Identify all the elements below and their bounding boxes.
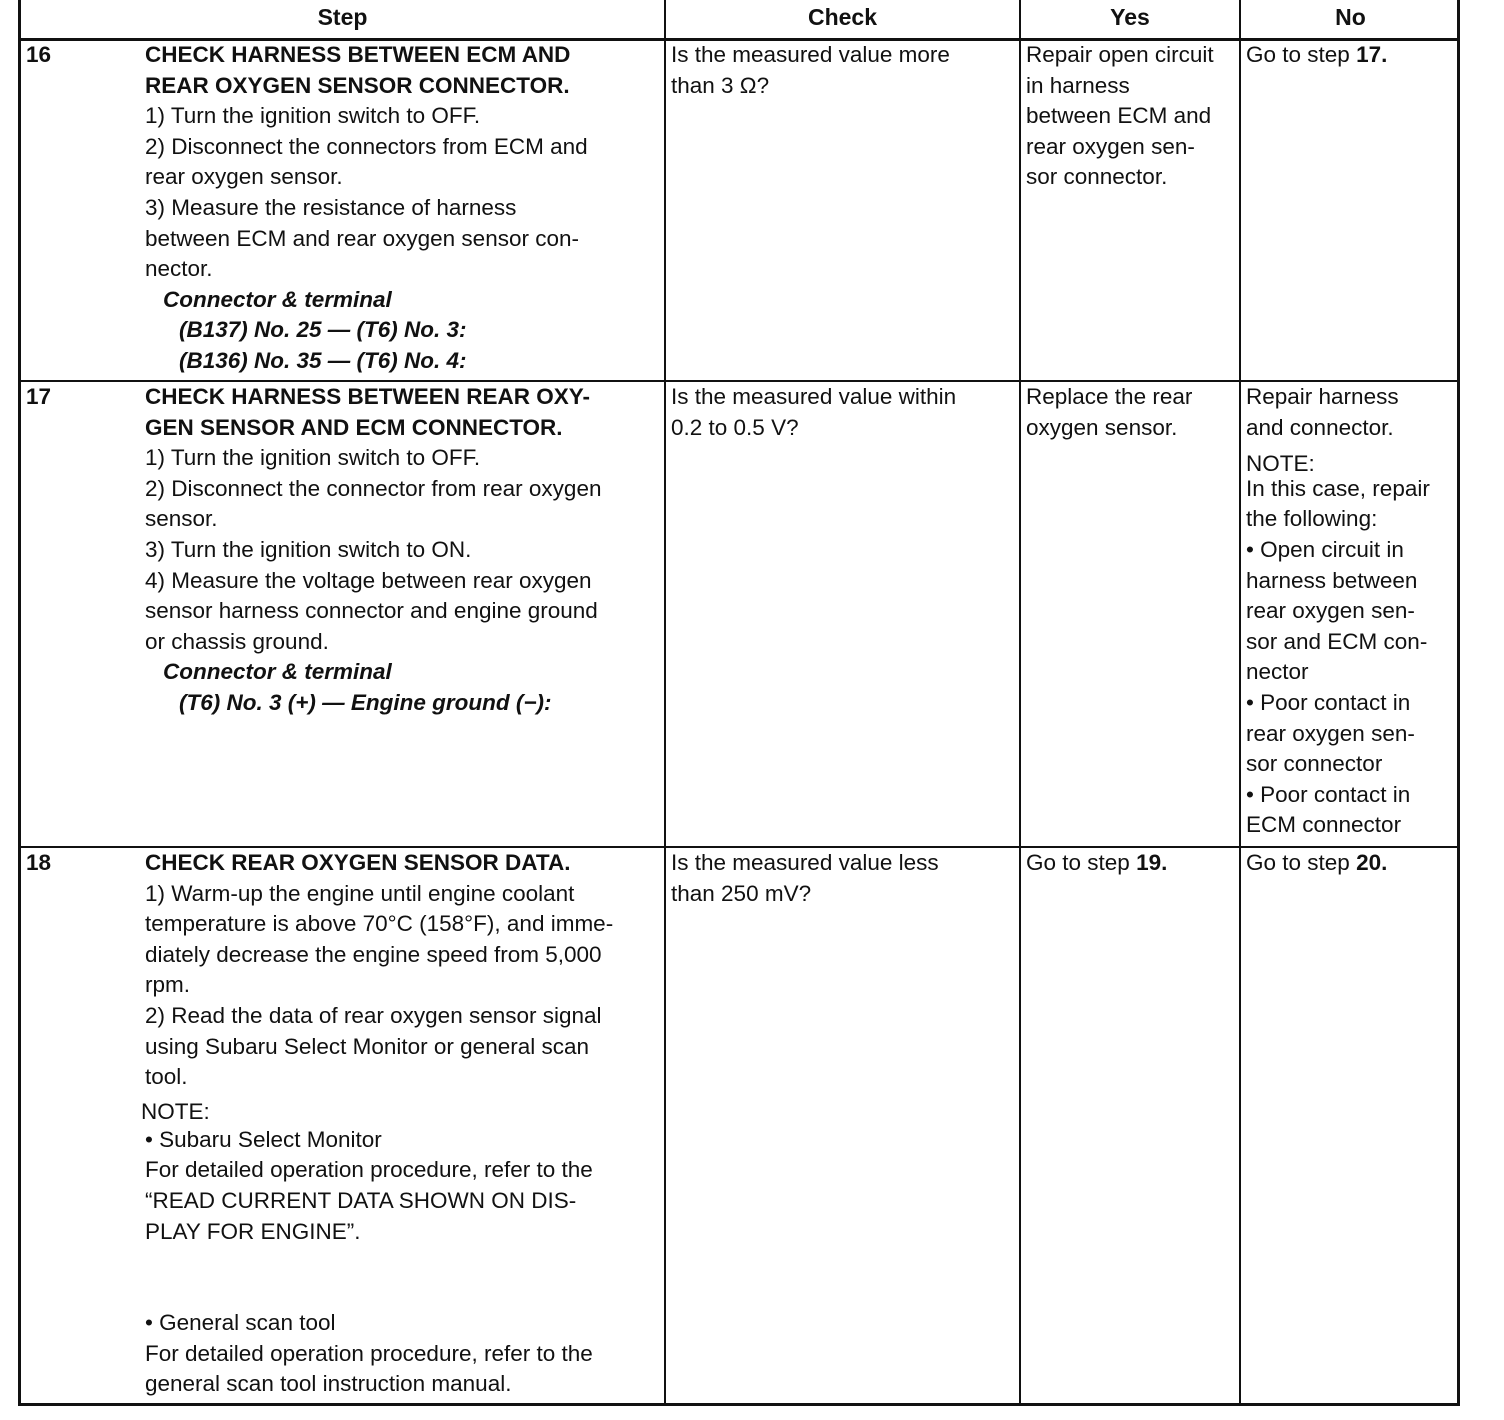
step-instruction: 4) Measure the voltage between rear oxygen bbox=[145, 567, 592, 593]
column-divider bbox=[664, 0, 666, 1403]
step-title: GEN SENSOR AND ECM CONNECTOR. bbox=[145, 414, 563, 440]
no-action bbox=[1246, 382, 1430, 841]
step-number: 17 bbox=[26, 384, 52, 409]
step-instruction: tool. bbox=[145, 1064, 188, 1090]
column-divider bbox=[1239, 0, 1241, 1403]
yes-text: Replace the rear bbox=[1026, 384, 1193, 409]
note-text: “READ CURRENT DATA SHOWN ON DIS- bbox=[145, 1187, 577, 1213]
no-text: Repair harness bbox=[1246, 384, 1399, 409]
step-instruction: 2) Disconnect the connector from rear oxygen bbox=[145, 475, 602, 501]
note-label: NOTE: bbox=[141, 1098, 210, 1124]
check-question bbox=[671, 40, 950, 101]
connector-terminal-value: (B136) No. 35 — (T6) No. 4: bbox=[179, 347, 467, 373]
note-text: For detailed operation procedure, refer to the bbox=[145, 1157, 593, 1183]
no-action bbox=[1246, 848, 1387, 879]
connector-terminal-value: (B137) No. 25 — (T6) No. 3: bbox=[179, 317, 467, 343]
step-instruction: 3) Turn the ignition switch to ON. bbox=[145, 536, 472, 562]
note-text: In this case, repair bbox=[1246, 475, 1430, 501]
note-text: • General scan tool bbox=[145, 1310, 336, 1336]
step-instruction: temperature is above 70°C (158°F), and imme- bbox=[145, 911, 614, 937]
note-text: general scan tool instruction manual. bbox=[145, 1371, 512, 1397]
check-text: Is the measured value within bbox=[671, 384, 957, 409]
step-number: 18 bbox=[26, 850, 52, 875]
note-text: ECM connector bbox=[1246, 812, 1402, 838]
check-question bbox=[671, 382, 956, 443]
step-instruction: 2) Read the data of rear oxygen sensor signal bbox=[145, 1002, 602, 1028]
note-text: the following: bbox=[1246, 506, 1378, 532]
note-text: rear oxygen sen- bbox=[1246, 720, 1415, 746]
yes-text: Go to step bbox=[1026, 850, 1137, 875]
header-check: Check bbox=[807, 4, 878, 30]
note-label: NOTE: bbox=[1246, 451, 1315, 477]
check-text: than 250 mV? bbox=[671, 880, 812, 906]
yes-text: Repair open circuit bbox=[1026, 42, 1214, 67]
note-text: For detailed operation procedure, refer to the bbox=[145, 1340, 593, 1366]
yes-action bbox=[1026, 40, 1214, 193]
check-text: Is the measured value less bbox=[671, 850, 939, 875]
connector-terminal-label: Connector & terminal bbox=[163, 659, 392, 685]
step-instruction: rear oxygen sensor. bbox=[145, 164, 343, 190]
column-divider bbox=[1019, 0, 1021, 1403]
step-title: CHECK REAR OXYGEN SENSOR DATA. bbox=[145, 850, 571, 875]
yes-text: oxygen sensor. bbox=[1026, 414, 1178, 440]
note-text: • Poor contact in bbox=[1246, 689, 1411, 715]
check-text: 0.2 to 0.5 V? bbox=[671, 414, 799, 440]
header-step: Step bbox=[317, 4, 368, 30]
step-description bbox=[145, 40, 588, 377]
note-text: • Open circuit in bbox=[1246, 536, 1404, 562]
note-text: sor and ECM con- bbox=[1246, 628, 1428, 654]
note-text: nector bbox=[1246, 659, 1309, 685]
no-text: and connector. bbox=[1246, 414, 1394, 440]
step-title: REAR OXYGEN SENSOR CONNECTOR. bbox=[145, 72, 570, 98]
no-text: Go to step bbox=[1246, 42, 1357, 67]
step-instruction: between ECM and rear oxygen sensor con- bbox=[145, 225, 579, 251]
yes-text: in harness bbox=[1026, 72, 1130, 98]
step-title: CHECK HARNESS BETWEEN ECM AND bbox=[145, 42, 571, 67]
step-number: 16 bbox=[26, 42, 52, 67]
note-text: • Poor contact in bbox=[1246, 781, 1411, 807]
no-text: Go to step bbox=[1246, 850, 1357, 875]
step-title: CHECK HARNESS BETWEEN REAR OXY- bbox=[145, 384, 591, 409]
step-instruction: nector. bbox=[145, 256, 213, 282]
step-description bbox=[145, 382, 601, 719]
step-reference: 17. bbox=[1356, 42, 1388, 67]
header-yes: Yes bbox=[1110, 4, 1150, 30]
note-text: rear oxygen sen- bbox=[1246, 598, 1415, 624]
step-instruction: rpm. bbox=[145, 972, 190, 998]
yes-text: rear oxygen sen- bbox=[1026, 133, 1195, 159]
yes-action bbox=[1026, 848, 1167, 879]
step-instruction: or chassis ground. bbox=[145, 628, 329, 654]
step-instruction: using Subaru Select Monitor or general scan bbox=[145, 1033, 590, 1059]
step-instruction: 1) Warm-up the engine until engine coolant bbox=[145, 880, 575, 906]
connector-terminal-label: Connector & terminal bbox=[163, 286, 392, 312]
yes-action bbox=[1026, 382, 1192, 443]
header-no: No bbox=[1335, 4, 1366, 30]
connector-terminal-value: (T6) No. 3 (+) — Engine ground (−): bbox=[179, 689, 552, 715]
step-instruction: diately decrease the engine speed from 5,000 bbox=[145, 941, 602, 967]
no-action bbox=[1246, 40, 1387, 71]
note-text: PLAY FOR ENGINE”. bbox=[145, 1218, 361, 1244]
step-description bbox=[141, 848, 614, 1400]
step-instruction: sensor. bbox=[145, 506, 218, 532]
step-instruction: 3) Measure the resistance of harness bbox=[145, 194, 517, 220]
troubleshooting-table bbox=[18, 0, 1460, 1406]
step-reference: 19. bbox=[1136, 850, 1168, 875]
check-question bbox=[671, 848, 939, 909]
note-text: harness between bbox=[1246, 567, 1418, 593]
step-instruction: 2) Disconnect the connectors from ECM and bbox=[145, 133, 588, 159]
step-reference: 20. bbox=[1356, 850, 1388, 875]
yes-text: sor connector. bbox=[1026, 164, 1168, 190]
check-text: Is the measured value more bbox=[671, 42, 950, 67]
step-instruction: 1) Turn the ignition switch to OFF. bbox=[145, 445, 481, 471]
check-text: than 3 Ω? bbox=[671, 72, 770, 98]
note-text: • Subaru Select Monitor bbox=[145, 1126, 382, 1152]
note-text: sor connector bbox=[1246, 751, 1383, 777]
step-instruction: 1) Turn the ignition switch to OFF. bbox=[145, 103, 481, 129]
step-instruction: sensor harness connector and engine ground bbox=[145, 598, 598, 624]
yes-text: between ECM and bbox=[1026, 103, 1212, 129]
